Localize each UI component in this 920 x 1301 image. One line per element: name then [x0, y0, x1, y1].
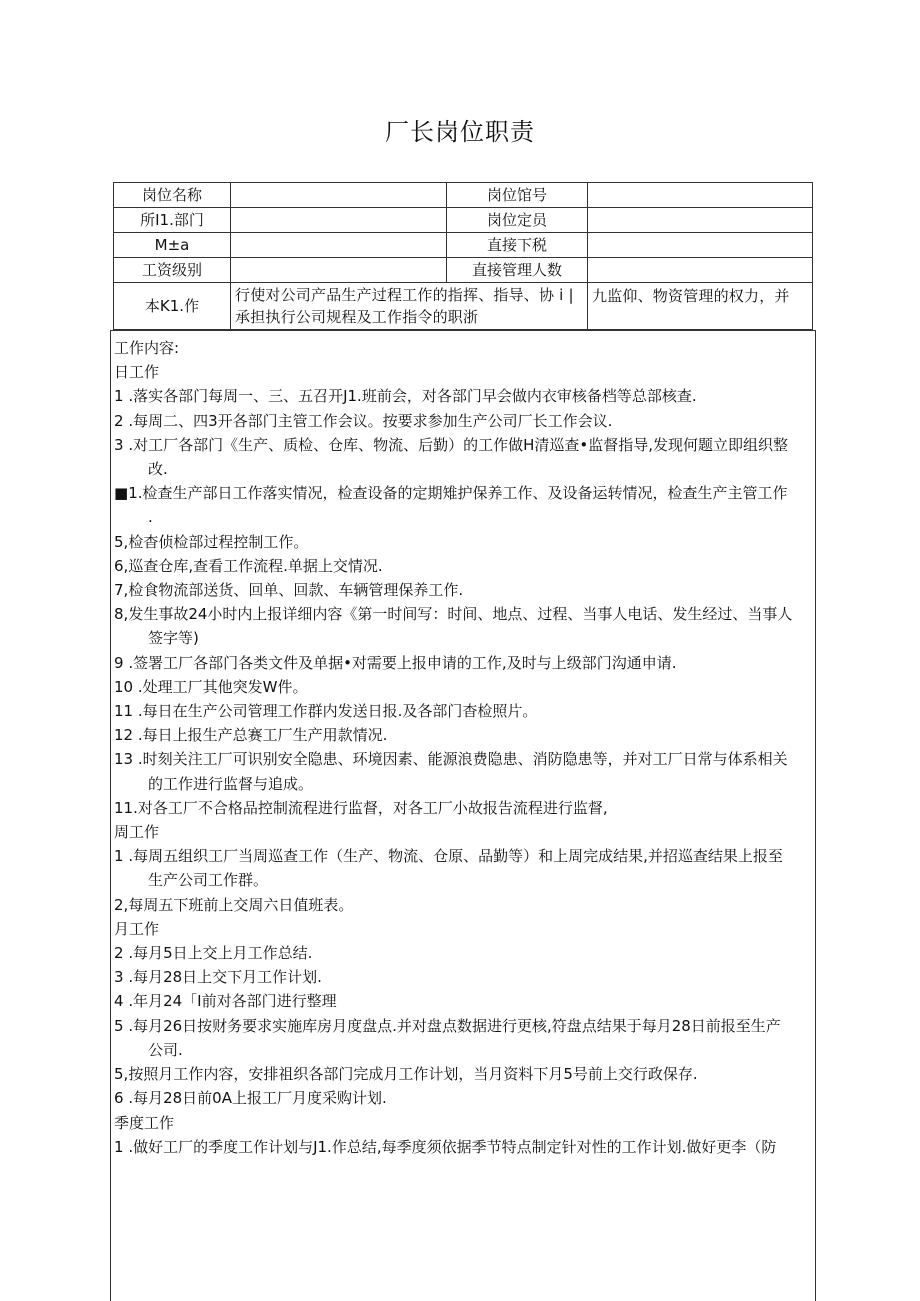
list-item-line — [114, 602, 811, 626]
list-item — [114, 1062, 811, 1086]
list-item-number: 4 — [114, 992, 129, 1011]
list-item — [114, 1086, 811, 1110]
list-item-number: 3 — [114, 435, 129, 454]
list-item — [114, 578, 811, 602]
list-item-text: .处理工厂其他突发W件。 — [137, 677, 308, 696]
list-item-number: 1 — [114, 387, 129, 406]
responsibility-line: 承担执行公司规程及工作指令的职浙 — [235, 308, 479, 326]
list-item-number: 7, — [114, 581, 129, 600]
value-headcount — [588, 208, 813, 233]
list-item-line — [114, 941, 811, 965]
list-item-line — [114, 554, 811, 578]
list-item — [114, 554, 811, 578]
list-item — [114, 602, 811, 650]
list-item — [114, 530, 811, 554]
list-item-line — [114, 1062, 811, 1086]
list-item-number: 5 — [114, 1016, 129, 1035]
list-item-text: .时刻关注工厂可识别安全隐患、环境因素、能源浪费隐患、消防隐患等，并对工厂日常与体系相关 — [137, 750, 788, 769]
list-item-text: .每月28日前0A上报工厂月度采购计划. — [128, 1089, 387, 1108]
value-position-name — [231, 183, 447, 208]
list-item-line — [114, 651, 811, 675]
list-item-number: 6, — [114, 556, 129, 575]
list-item-text: .每月26日按财务要求实施库房月度盘点.并对盘点数据进行更核,符盘点结果于每月28日前报至生产 — [128, 1016, 781, 1035]
info-row — [114, 258, 813, 283]
value-position-number — [588, 183, 813, 208]
list-item-text: .对工厂各部门《生产、质检、仓库、物流、后勤）的工作做H清巡查•监督指导,发现何题立即组织整 — [128, 435, 788, 454]
list-item-number: 11 — [114, 702, 138, 721]
value-salary-grade — [231, 258, 447, 283]
info-row — [114, 208, 813, 233]
list-item-number: 1 — [114, 1137, 129, 1156]
list-item-continuation: . — [148, 508, 153, 527]
list-item — [114, 893, 811, 917]
list-item-text: .签署工厂各部门各类文件及单据•对需要上报申请的工作,及时与上级部门沟通申请. — [128, 653, 677, 672]
responsibility-line: 九监仰、物资管理的权力，并 — [592, 287, 790, 305]
list-item-continuation: 公司. — [148, 1040, 183, 1059]
work-content-box — [110, 330, 816, 1301]
list-item-line — [114, 675, 811, 699]
list-item — [114, 941, 811, 965]
list-item-number: 6 — [114, 1089, 129, 1108]
list-item-continuation: 生产公司工作群。 — [148, 871, 269, 890]
list-item — [114, 989, 811, 1013]
value-superior — [231, 233, 447, 258]
list-item — [114, 699, 811, 723]
list-item-text: 按照月工作内容，安排祖织各部门完成月工作计划，当月资料下月5号前上交行政保存. — [128, 1065, 698, 1084]
list-item-line — [114, 723, 811, 747]
list-item — [114, 675, 811, 699]
responsibility-line: 行使对公司产品生产过程工作的指挥、指导、协 i | — [235, 286, 574, 304]
list-item — [114, 796, 811, 820]
list-item-number: 3 — [114, 968, 129, 987]
label-headcount: 岗位定员 — [447, 208, 588, 233]
weekly-work-heading: 周工作 — [114, 823, 160, 842]
list-item-line — [114, 965, 811, 989]
list-item-number: 10 — [114, 677, 138, 696]
label-managed-count: 直接管理人数 — [447, 258, 588, 283]
label-basic-duty: 本K1.作 — [114, 283, 231, 330]
list-item-text: .每日上报生产总赛工厂生产用款情况. — [137, 726, 388, 745]
value-managed-count — [588, 258, 813, 283]
list-item — [114, 409, 811, 433]
list-item-line — [114, 481, 811, 505]
responsibility-left — [231, 283, 588, 330]
list-item-number: 2 — [114, 411, 129, 430]
list-item-text: .每周二、四3开各部门主管工作会议。按要求参加生产公司厂长工作会议. — [128, 411, 613, 430]
list-item-text: 1.检查生产部日工作落实情况，检查设备的定期雉护保养工作、及设备运转情况，检查生产主管工作 — [128, 484, 788, 503]
list-item-text: .每周五组织工厂当周巡查工作（生产、物流、仓原、品勤等）和上周完成结果,并招巡查结果上报至 — [128, 847, 783, 866]
label-position-number: 岗位馆号 — [447, 183, 588, 208]
list-item-number: 11. — [114, 798, 138, 817]
list-item-continuation: 的工作进行监督与追成。 — [148, 774, 314, 793]
monthly-work-heading: 月工作 — [114, 919, 160, 938]
list-item — [114, 723, 811, 747]
list-item-line — [114, 747, 811, 771]
info-row — [114, 233, 813, 258]
monthly-work-list — [114, 941, 811, 1110]
list-item — [114, 481, 811, 529]
list-item-number: ■ — [114, 484, 129, 503]
list-item — [114, 384, 811, 408]
list-item — [114, 651, 811, 675]
list-item-text: .每月5日上交上月工作总结. — [128, 944, 313, 963]
list-item-line — [114, 989, 811, 1013]
list-item-line — [114, 699, 811, 723]
info-row — [114, 183, 813, 208]
daily-work-list — [114, 384, 811, 820]
list-item-line — [114, 530, 811, 554]
list-item-text: 检杳侦检部过程控制工作。 — [128, 532, 309, 551]
label-position-name: 岗位名称 — [114, 183, 231, 208]
list-item-line — [114, 409, 811, 433]
list-item-text: 发生事故24小时内上报详细内容《第一时间写：时间、地点、过程、当事人电话、发生经过、当事人 — [128, 605, 793, 624]
weekly-work-list — [114, 844, 811, 917]
label-salary-grade: 工资级别 — [114, 258, 231, 283]
list-item — [114, 844, 811, 892]
list-item — [114, 433, 811, 481]
list-item-continuation: 签字等) — [148, 629, 199, 648]
list-item — [114, 1135, 811, 1159]
value-direct-subordinate — [588, 233, 813, 258]
page-title: 厂长岗位职责 — [385, 118, 535, 146]
list-item-continuation: 改. — [148, 460, 168, 479]
list-item-line — [114, 1135, 811, 1159]
work-content-heading: 工作内容: — [114, 339, 180, 357]
list-item-number: 5, — [114, 1065, 129, 1084]
label-direct-subordinate: 直接下税 — [447, 233, 588, 258]
job-info-table — [113, 182, 813, 330]
list-item-number: 2, — [114, 895, 129, 914]
list-item-text: .落实各部门每周一、三、五召开J1.班前会，对各部门早会做内衣审核备档等总部核查. — [128, 387, 697, 406]
responsibility-right — [588, 283, 813, 330]
list-item-number: 12 — [114, 726, 138, 745]
list-item-line — [114, 844, 811, 868]
list-item-number: 13 — [114, 750, 138, 769]
list-item-text: 巡查仓库,查看工作流程.单据上交情况. — [128, 556, 383, 575]
list-item — [114, 747, 811, 795]
list-item-number: 8, — [114, 605, 129, 624]
list-item-text: .年月24「I前对各部门进行整理 — [128, 992, 337, 1011]
list-item-line — [114, 384, 811, 408]
list-item-text: 检食物流部送货、回单、回款、车辆管理保养工作. — [128, 581, 464, 600]
list-item-line — [114, 578, 811, 602]
list-item-line — [114, 1014, 811, 1038]
list-item — [114, 1014, 811, 1062]
quarterly-work-heading: 季度工作 — [114, 1113, 175, 1132]
quarterly-work-list — [114, 1135, 811, 1159]
list-item-number: 9 — [114, 653, 129, 672]
list-item-text: 每周五下班前上交周六日值班表。 — [128, 895, 354, 914]
list-item-number: 5, — [114, 532, 129, 551]
label-superior: M±a — [114, 233, 231, 258]
daily-work-heading: 日工作 — [114, 363, 160, 382]
work-content — [111, 331, 815, 1159]
list-item-text: .每日在生产公司管理工作群内发送日报.及各部门杳检照片。 — [137, 702, 538, 721]
list-item-line — [114, 433, 811, 457]
list-item-text: .做好工厂的季度工作计划与J1.作总结,每季度须依据季节特点制定针对性的工作计划.做好更李（防 — [128, 1137, 777, 1156]
list-item — [114, 965, 811, 989]
list-item-line — [114, 893, 811, 917]
list-item-number: 1 — [114, 847, 129, 866]
label-department: 所I1.部门 — [114, 208, 231, 233]
list-item-line — [114, 1086, 811, 1110]
list-item-line — [114, 796, 811, 820]
list-item-text: 对各工厂不合格品控制流程进行监督，对各工厂小故报告流程进行监督, — [137, 798, 608, 817]
list-item-number: 2 — [114, 944, 129, 963]
value-department — [231, 208, 447, 233]
list-item-text: .每月28日上交下月工作计划. — [128, 968, 322, 987]
info-row-responsibility — [114, 283, 813, 330]
